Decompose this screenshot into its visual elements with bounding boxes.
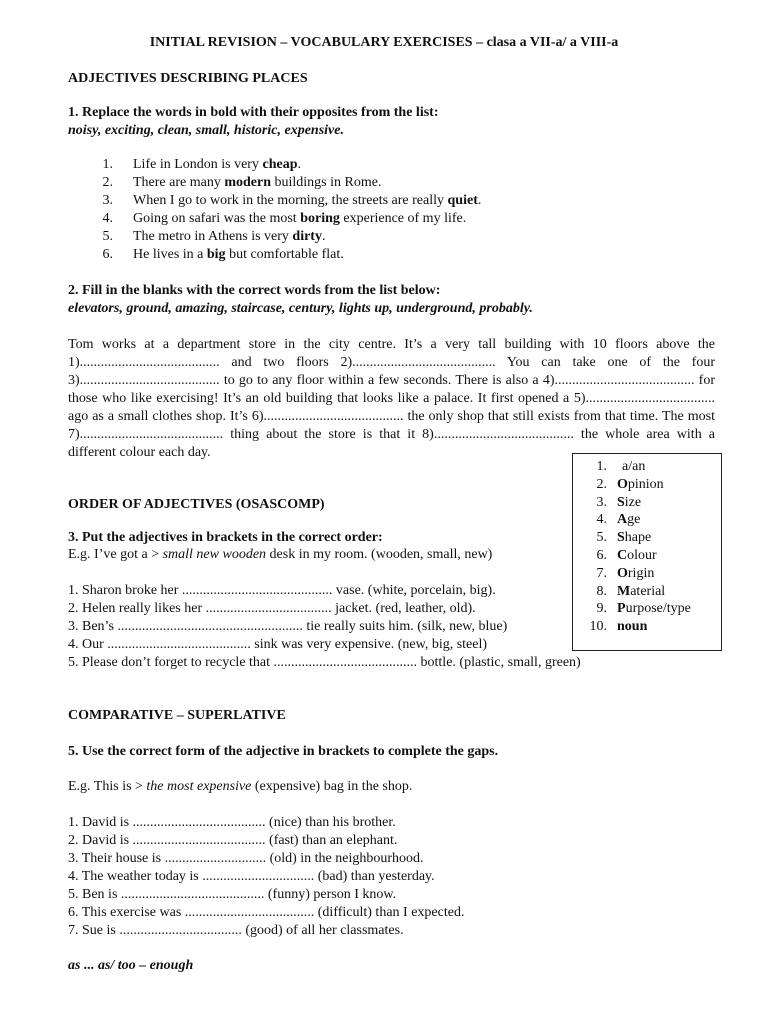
- item-text-post: .: [477, 193, 482, 208]
- osascomp-item: 5. Shape: [596, 530, 652, 546]
- osascomp-box: [572, 453, 722, 651]
- item-text-post: buildings in Rome.: [271, 175, 382, 190]
- bold-word: boring: [300, 211, 340, 226]
- item-number: 5.: [102, 229, 113, 244]
- osascomp-item: 1. a/an: [596, 459, 646, 474]
- section5-task: 5. Use the correct form of the adjective in brackets to complete the gaps.: [68, 744, 499, 759]
- section1-list: [68, 156, 481, 264]
- section2-task: 2. Fill in the blanks with the correct words from the list below:: [68, 283, 441, 298]
- list-item: [68, 192, 481, 210]
- item-number: 4.: [102, 211, 113, 226]
- section1-heading: ADJECTIVES DESCRIBING PLACES: [68, 71, 308, 86]
- section1-wordlist: noisy, exciting, clean, small, historic, expensive.: [68, 123, 344, 138]
- item-number: 2.: [102, 175, 113, 190]
- list-item: [68, 246, 481, 264]
- osascomp-item: 9. Purpose/type: [596, 601, 691, 617]
- osascomp-item: 3. Size: [596, 494, 642, 510]
- footer-heading: as ... as/ too – enough: [68, 958, 194, 973]
- osascomp-item: 4. Age: [596, 512, 641, 528]
- section3-example: E.g. I’ve got a > small new wooden desk in my room. (wooden, small, new): [68, 547, 493, 562]
- exercise-line: 4. The weather today is ................................ (bad) than yesterday.: [68, 869, 435, 884]
- item-text: He lives in a: [133, 247, 207, 262]
- list-item: [68, 156, 481, 174]
- osascomp-list: [573, 454, 721, 636]
- osascomp-item: 6. Colour: [596, 547, 657, 563]
- item-text-post: .: [297, 157, 301, 172]
- exercise-line: 5. Please don’t forget to recycle that ......................................... bottle. (plastic, small, green): [68, 655, 581, 670]
- bold-word: big: [206, 247, 226, 262]
- section5-heading: COMPARATIVE – SUPERLATIVE: [68, 708, 286, 723]
- item-text-post: experience of my life.: [339, 211, 467, 226]
- list-item: [68, 210, 481, 228]
- exercise-line: 4. Our ......................................... sink was very expensive. (new, big, steel): [68, 637, 488, 652]
- bold-word: cheap: [262, 157, 298, 172]
- exercise-line: 6. This exercise was ..................................... (difficult) than I expected.: [68, 905, 465, 920]
- exercise-line: 2. David is ...................................... (fast) than an elephant.: [68, 833, 398, 848]
- bold-word: quiet: [447, 193, 478, 208]
- osascomp-item: 2. Opinion: [596, 476, 664, 492]
- exercise-line: 7. Sue is ................................... (good) of all her classmates.: [68, 923, 404, 938]
- osascomp-item: 7. Origin: [596, 565, 655, 581]
- section1-task: 1. Replace the words in bold with their opposites from the list:: [68, 105, 439, 120]
- item-number: 1.: [102, 157, 113, 172]
- exercise-line: 1. David is ...................................... (nice) than his brother.: [68, 815, 396, 830]
- osascomp-item: 8. Material: [596, 583, 666, 599]
- exercise-line: 3. Their house is ............................. (old) in the neighbourhood.: [68, 851, 424, 866]
- exercise-line: 5. Ben is ......................................... (funny) person I know.: [68, 887, 397, 902]
- section2-paragraph: Tom works at a department store in the city centre. It’s a very tall building with 10 floors above the 1)........................................ and two floors 2)......................................... You can take one of the four 3)........................................ to go to any floor within a few seconds. There is also a 4)........................................ for those who like exercising! It’s an old building that looks like a palace. It first opened a 5)..................................... ago as a small clothes shop. It’s 6)........................................ the only shop that still exists from that time. The most 7)......................................... thing about the store is that it 8)........................................ the whole area with a different colour each day.: [68, 337, 715, 460]
- list-item: [68, 174, 481, 192]
- page-title: INITIAL REVISION – VOCABULARY EXERCISES – clasa a VII-a/ a VIII-a: [149, 35, 619, 50]
- item-number: 6.: [102, 247, 113, 262]
- item-number: 3.: [102, 193, 113, 208]
- exercise-line: 1. Sharon broke her ........................................... vase. (white, porcelain, big).: [68, 583, 496, 598]
- exercise-line: 2. Helen really likes her .................................... jacket. (red, leather, old).: [68, 601, 476, 616]
- item-text-post: .: [321, 229, 326, 244]
- item-text-post: but comfortable flat.: [225, 247, 344, 262]
- item-text: Life in London is very: [133, 157, 263, 172]
- section3-heading: ORDER OF ADJECTIVES (OSASCOMP): [68, 497, 325, 512]
- bold-word: modern: [224, 175, 272, 190]
- exercise-line: 3. Ben’s ..................................................... tie really suits him. (silk, new, blue): [68, 619, 508, 634]
- bold-word: dirty: [292, 229, 322, 244]
- item-text: There are many: [133, 175, 225, 190]
- list-item: [68, 228, 481, 246]
- section3-task: 3. Put the adjectives in brackets in the correct order:: [68, 530, 383, 545]
- section5-example: E.g. This is > the most expensive (expensive) bag in the shop.: [68, 779, 413, 794]
- item-text: When I go to work in the morning, the streets are really: [133, 193, 448, 208]
- osascomp-item: 10. noun: [589, 619, 648, 635]
- section2-wordlist: elevators, ground, amazing, staircase, century, lights up, underground, probably.: [68, 301, 533, 316]
- item-text: Going on safari was the most: [133, 211, 301, 226]
- item-text: The metro in Athens is very: [133, 229, 293, 244]
